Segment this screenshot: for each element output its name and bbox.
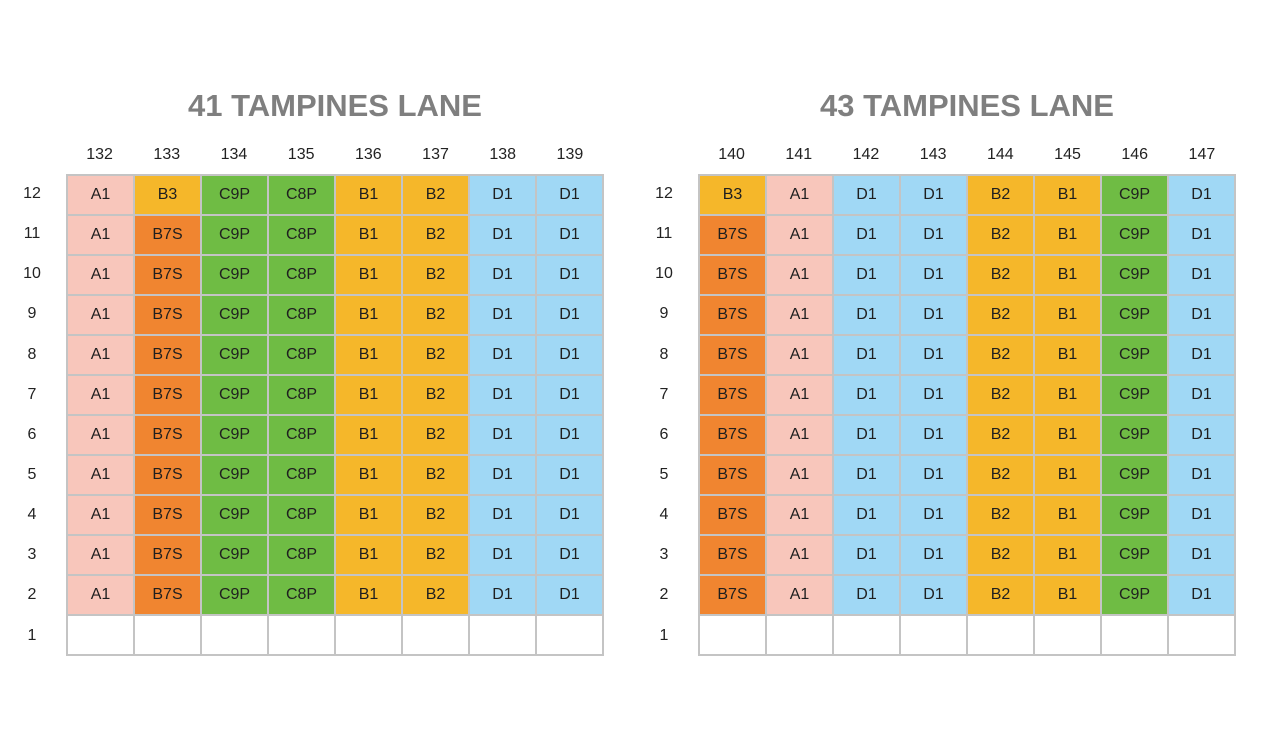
- unit-number-label: 139: [556, 146, 584, 163]
- unit-cell: D1: [834, 376, 899, 414]
- unit-cell: B2: [403, 296, 468, 334]
- empty-unit-cell: [403, 616, 468, 654]
- unit-cell: D1: [834, 256, 899, 294]
- unit-cell: A1: [767, 216, 832, 254]
- floor-label: 2: [27, 586, 37, 604]
- unit-cell: B7S: [700, 496, 765, 534]
- unit-number-label: 134: [220, 146, 248, 163]
- unit-number-label: 138: [489, 146, 517, 163]
- unit-cell: A1: [68, 536, 133, 574]
- empty-unit-cell: [700, 616, 765, 654]
- unit-cell: D1: [537, 256, 602, 294]
- unit-cell: B2: [968, 176, 1033, 214]
- unit-cell: B2: [968, 336, 1033, 374]
- unit-cell: C9P: [202, 216, 267, 254]
- unit-cell: D1: [834, 496, 899, 534]
- unit-cell: D1: [834, 576, 899, 614]
- unit-number-label: 147: [1188, 146, 1216, 163]
- floor-label: 10: [23, 265, 41, 283]
- unit-cell: C8P: [269, 296, 334, 334]
- floor-label: 7: [659, 385, 669, 403]
- unit-cell: B2: [403, 536, 468, 574]
- unit-cell: D1: [537, 376, 602, 414]
- floor-label: 2: [659, 586, 669, 604]
- unit-cell: C9P: [202, 376, 267, 414]
- unit-cell: B7S: [700, 376, 765, 414]
- unit-cell: D1: [470, 576, 535, 614]
- unit-number-label: 143: [919, 146, 947, 163]
- unit-cell: B7S: [700, 336, 765, 374]
- unit-cell: B2: [968, 296, 1033, 334]
- unit-cell: B1: [1035, 256, 1100, 294]
- unit-number-header: [66, 144, 604, 166]
- floor-labels: [640, 174, 688, 656]
- unit-cell: B2: [968, 216, 1033, 254]
- unit-number-header: [698, 144, 1236, 166]
- empty-unit-cell: [1169, 616, 1234, 654]
- unit-cell: B2: [403, 456, 468, 494]
- unit-cell: B1: [336, 296, 401, 334]
- unit-cell: D1: [470, 376, 535, 414]
- unit-cell: B7S: [135, 336, 200, 374]
- unit-cell: B7S: [135, 216, 200, 254]
- unit-number-label: 136: [354, 146, 382, 163]
- unit-number-label: 132: [86, 146, 113, 163]
- unit-cell: C9P: [202, 336, 267, 374]
- unit-cell: B1: [336, 496, 401, 534]
- unit-cell: D1: [470, 256, 535, 294]
- empty-unit-cell: [202, 616, 267, 654]
- empty-unit-cell: [968, 616, 1033, 654]
- unit-cell: D1: [901, 176, 966, 214]
- unit-cell: D1: [1169, 576, 1234, 614]
- unit-cell: D1: [901, 336, 966, 374]
- unit-cell: A1: [68, 256, 133, 294]
- unit-cell: D1: [1169, 536, 1234, 574]
- unit-cell: B7S: [135, 256, 200, 294]
- unit-cell: D1: [834, 416, 899, 454]
- floor-label: 11: [655, 225, 673, 243]
- unit-number-label: 142: [852, 146, 880, 163]
- unit-cell: C8P: [269, 576, 334, 614]
- unit-cell: C9P: [1102, 296, 1167, 334]
- unit-cell: B2: [968, 576, 1033, 614]
- unit-cell: B7S: [700, 576, 765, 614]
- unit-cell: B2: [403, 216, 468, 254]
- unit-cell: D1: [834, 216, 899, 254]
- floor-label: 11: [23, 225, 41, 243]
- floor-label: 8: [659, 345, 669, 363]
- unit-cell: D1: [834, 296, 899, 334]
- unit-cell: B1: [336, 176, 401, 214]
- unit-cell: C8P: [269, 536, 334, 574]
- unit-cell: C9P: [202, 576, 267, 614]
- unit-cell: B1: [336, 456, 401, 494]
- unit-cell: C9P: [1102, 376, 1167, 414]
- unit-cell: A1: [767, 256, 832, 294]
- unit-cell: C9P: [1102, 176, 1167, 214]
- unit-cell: D1: [470, 336, 535, 374]
- unit-cell: D1: [470, 216, 535, 254]
- empty-unit-cell: [901, 616, 966, 654]
- unit-cell: C8P: [269, 336, 334, 374]
- unit-cell: D1: [1169, 296, 1234, 334]
- unit-cell: B1: [1035, 376, 1100, 414]
- empty-unit-cell: [834, 616, 899, 654]
- unit-cell: B1: [1035, 456, 1100, 494]
- unit-cell: C9P: [1102, 536, 1167, 574]
- block-title: 43 TAMPINES LANE: [820, 88, 1114, 123]
- unit-cell: D1: [537, 536, 602, 574]
- unit-cell: C8P: [269, 376, 334, 414]
- unit-cell: D1: [537, 416, 602, 454]
- unit-cell: D1: [537, 456, 602, 494]
- floor-label: 10: [655, 265, 673, 283]
- unit-cell: A1: [767, 576, 832, 614]
- unit-cell: A1: [68, 376, 133, 414]
- unit-cell: B1: [336, 416, 401, 454]
- unit-cell: B1: [1035, 416, 1100, 454]
- floor-label: 4: [27, 506, 37, 524]
- floor-label: 4: [659, 506, 669, 524]
- floor-label: 12: [23, 185, 41, 202]
- unit-cell: D1: [470, 496, 535, 534]
- unit-cell: C9P: [202, 416, 267, 454]
- unit-cell: B2: [968, 496, 1033, 534]
- unit-cell: C8P: [269, 176, 334, 214]
- unit-cell: D1: [901, 536, 966, 574]
- empty-unit-cell: [537, 616, 602, 654]
- unit-cell: A1: [767, 496, 832, 534]
- unit-cell: B7S: [700, 296, 765, 334]
- floor-labels: [8, 174, 56, 656]
- unit-cell: D1: [901, 576, 966, 614]
- unit-cell: D1: [1169, 336, 1234, 374]
- unit-cell: B1: [336, 216, 401, 254]
- unit-cell: C9P: [1102, 496, 1167, 534]
- unit-cell: B2: [968, 256, 1033, 294]
- empty-unit-cell: [470, 616, 535, 654]
- unit-cell: D1: [1169, 416, 1234, 454]
- unit-cell: B2: [403, 576, 468, 614]
- unit-cell: A1: [68, 176, 133, 214]
- unit-number-label: 144: [986, 146, 1014, 163]
- empty-unit-cell: [1035, 616, 1100, 654]
- unit-cell: D1: [834, 456, 899, 494]
- floor-label: 3: [659, 546, 669, 564]
- unit-cell: B2: [403, 496, 468, 534]
- unit-cell: A1: [68, 456, 133, 494]
- unit-cell: B2: [403, 256, 468, 294]
- empty-unit-cell: [767, 616, 832, 654]
- unit-cell: D1: [1169, 376, 1234, 414]
- unit-cell: C9P: [202, 176, 267, 214]
- floor-label: 8: [27, 345, 37, 363]
- unit-cell: A1: [68, 416, 133, 454]
- empty-unit-cell: [1102, 616, 1167, 654]
- unit-cell: B1: [1035, 216, 1100, 254]
- unit-number-label: 135: [287, 146, 315, 163]
- unit-cell: B7S: [700, 256, 765, 294]
- unit-cell: A1: [767, 176, 832, 214]
- unit-cell: C8P: [269, 456, 334, 494]
- unit-cell: C9P: [202, 536, 267, 574]
- unit-cell: A1: [767, 536, 832, 574]
- unit-cell: A1: [68, 496, 133, 534]
- unit-cell: A1: [767, 456, 832, 494]
- unit-cell: D1: [901, 216, 966, 254]
- unit-cell: D1: [834, 176, 899, 214]
- unit-number-label: 133: [153, 146, 181, 163]
- unit-cell: B7S: [700, 456, 765, 494]
- unit-cell: B7S: [135, 296, 200, 334]
- unit-cell: D1: [901, 496, 966, 534]
- unit-cell: D1: [1169, 496, 1234, 534]
- unit-cell: C9P: [1102, 216, 1167, 254]
- unit-cell: A1: [68, 576, 133, 614]
- unit-cell: A1: [68, 336, 133, 374]
- floor-label: 7: [27, 385, 37, 403]
- unit-cell: D1: [1169, 216, 1234, 254]
- unit-cell: B1: [1035, 176, 1100, 214]
- unit-cell: A1: [767, 376, 832, 414]
- unit-cell: C8P: [269, 216, 334, 254]
- unit-cell: D1: [470, 176, 535, 214]
- unit-cell: B2: [403, 376, 468, 414]
- floor-label: 1: [659, 626, 669, 644]
- unit-cell: B7S: [135, 416, 200, 454]
- unit-cell: A1: [767, 416, 832, 454]
- unit-cell: B2: [403, 176, 468, 214]
- unit-cell: B2: [968, 456, 1033, 494]
- unit-cell: B1: [336, 256, 401, 294]
- unit-cell: B1: [1035, 296, 1100, 334]
- unit-cell: C9P: [1102, 256, 1167, 294]
- unit-cell: C8P: [269, 416, 334, 454]
- unit-cell: B1: [336, 536, 401, 574]
- unit-cell: B2: [403, 416, 468, 454]
- unit-cell: C9P: [202, 496, 267, 534]
- unit-cell: B7S: [700, 216, 765, 254]
- floor-label: 9: [27, 305, 37, 323]
- unit-cell: C9P: [202, 456, 267, 494]
- unit-cell: D1: [901, 256, 966, 294]
- floor-label: 3: [27, 546, 37, 564]
- unit-cell: B1: [1035, 496, 1100, 534]
- unit-cell: B2: [968, 416, 1033, 454]
- unit-cell: D1: [470, 536, 535, 574]
- unit-cell: C9P: [1102, 336, 1167, 374]
- empty-unit-cell: [68, 616, 133, 654]
- unit-cell: D1: [834, 536, 899, 574]
- unit-cell: A1: [68, 216, 133, 254]
- unit-number-label: 146: [1121, 146, 1149, 163]
- empty-unit-cell: [336, 616, 401, 654]
- unit-cell: D1: [901, 376, 966, 414]
- floor-label: 5: [659, 465, 669, 483]
- unit-cell: C9P: [1102, 416, 1167, 454]
- unit-cell: D1: [1169, 176, 1234, 214]
- unit-cell: B1: [336, 336, 401, 374]
- unit-number-label: 145: [1054, 146, 1081, 163]
- floor-label: 9: [659, 305, 669, 323]
- floor-label: 5: [27, 465, 37, 483]
- empty-unit-cell: [269, 616, 334, 654]
- unit-cell: D1: [537, 576, 602, 614]
- unit-cell: B1: [1035, 536, 1100, 574]
- unit-cell: B7S: [700, 416, 765, 454]
- block-title: 41 TAMPINES LANE: [188, 88, 482, 123]
- floor-label: 6: [27, 425, 37, 443]
- unit-cell: D1: [1169, 456, 1234, 494]
- unit-cell: B7S: [700, 536, 765, 574]
- unit-cell: C8P: [269, 496, 334, 534]
- unit-cell: B7S: [135, 376, 200, 414]
- unit-cell: B1: [336, 376, 401, 414]
- unit-number-label: 137: [422, 146, 449, 163]
- floor-label: 1: [27, 626, 37, 644]
- unit-cell: B3: [700, 176, 765, 214]
- unit-cell: C9P: [1102, 456, 1167, 494]
- unit-cell: A1: [767, 336, 832, 374]
- unit-cell: A1: [68, 296, 133, 334]
- unit-cell: B2: [403, 336, 468, 374]
- unit-cell: B7S: [135, 496, 200, 534]
- unit-number-label: 141: [785, 146, 813, 163]
- unit-grid: [66, 174, 604, 656]
- unit-cell: D1: [470, 416, 535, 454]
- unit-cell: D1: [1169, 256, 1234, 294]
- unit-cell: D1: [901, 416, 966, 454]
- unit-cell: A1: [767, 296, 832, 334]
- unit-cell: D1: [537, 216, 602, 254]
- unit-cell: B3: [135, 176, 200, 214]
- unit-number-label: 140: [718, 146, 745, 163]
- unit-cell: D1: [470, 456, 535, 494]
- unit-cell: B1: [336, 576, 401, 614]
- unit-cell: D1: [537, 296, 602, 334]
- unit-cell: D1: [470, 296, 535, 334]
- unit-cell: B1: [1035, 576, 1100, 614]
- unit-cell: B7S: [135, 576, 200, 614]
- unit-cell: D1: [537, 496, 602, 534]
- floor-label: 6: [659, 425, 669, 443]
- unit-cell: C9P: [202, 256, 267, 294]
- unit-cell: D1: [537, 176, 602, 214]
- unit-cell: C8P: [269, 256, 334, 294]
- unit-cell: C9P: [1102, 576, 1167, 614]
- unit-cell: B2: [968, 536, 1033, 574]
- unit-cell: D1: [537, 336, 602, 374]
- empty-unit-cell: [135, 616, 200, 654]
- unit-cell: C9P: [202, 296, 267, 334]
- unit-cell: B1: [1035, 336, 1100, 374]
- unit-cell: D1: [834, 336, 899, 374]
- unit-cell: B7S: [135, 456, 200, 494]
- floor-label: 12: [655, 185, 673, 202]
- unit-cell: B2: [968, 376, 1033, 414]
- unit-cell: B7S: [135, 536, 200, 574]
- unit-cell: D1: [901, 456, 966, 494]
- unit-cell: D1: [901, 296, 966, 334]
- unit-grid: [698, 174, 1236, 656]
